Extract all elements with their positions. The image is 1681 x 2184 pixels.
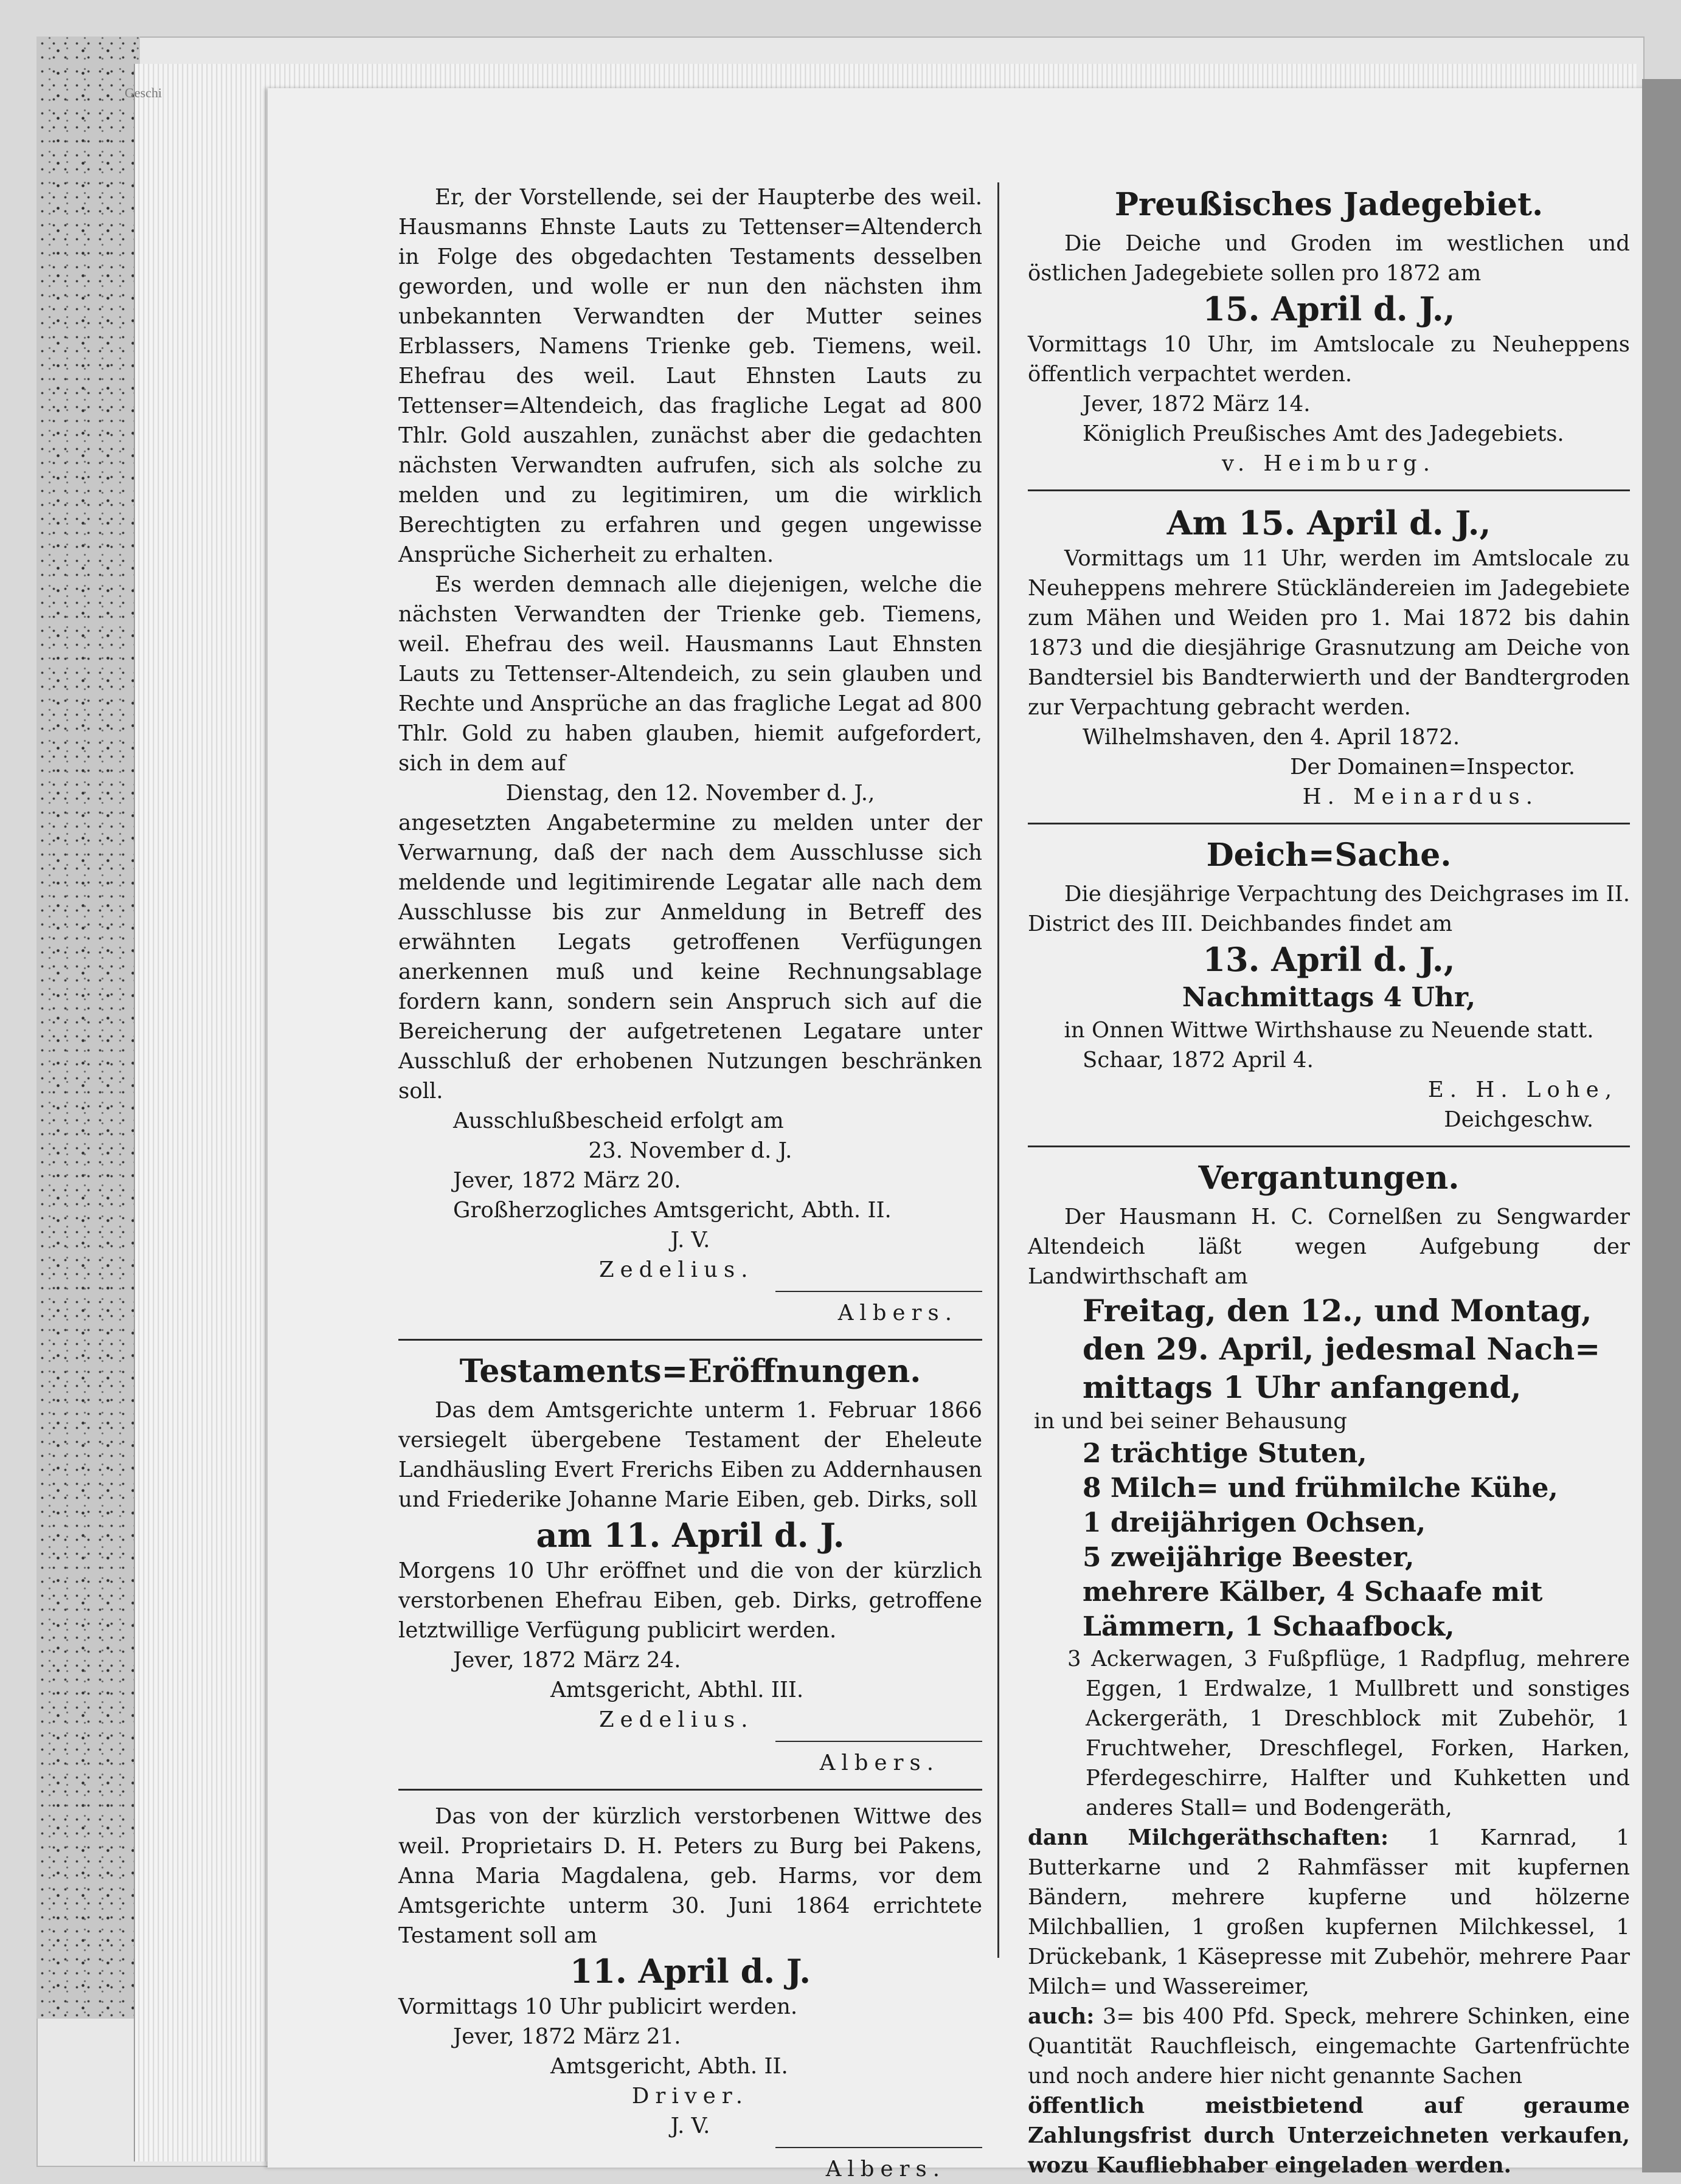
notice1-paragraph2: Es werden demnach alle diejenigen, welche die nächsten Verwandten der Trienke geb. Tiemens, weil. Ehefrau des weil. Hausmanns Laut Ehnsten Lauts zu Tettenser-Altendeich, zu sein glauben und Rechte und Ansprüche an das fragliche Legat ad 800 Thlr. Gold zu haben glauben, hiemit aufgefordert, sich in dem auf <box>398 572 982 776</box>
notice2-paragraph1: Das dem Amtsgerichte unterm 1. Februar 1866 versiegelt übergebene Testament der Eheleute Landhäusling Evert Frerichs Eiben zu Addernhausen und Friederike Johanne Marie Eiben, geb. Dirks, soll <box>398 1398 982 1512</box>
r-notice4-item: 5 zweijährige Beester, <box>1083 1542 1415 1573</box>
book-label: Geschi <box>125 85 162 100</box>
divider <box>1028 489 1630 491</box>
left-column <box>398 182 982 2184</box>
r-notice3-paragraph2: in Onnen Wittwe Wirthshause zu Neuende statt. <box>1064 1018 1594 1043</box>
r-notice4-item: 2 trächtige Stuten, <box>1083 1438 1367 1469</box>
notice3-place-date: Jever, 1872 März 21. <box>453 2024 681 2049</box>
r-notice4-also-block <box>1028 2002 1630 2091</box>
r-notice3-paragraph1: Die diesjährige Verpachtung des Deichgrases im II. District des III. Deichbandes findet am <box>1028 882 1630 936</box>
r-notice4-dairy-label: dann Milchgeräthschaften: <box>1028 1825 1389 1850</box>
r-notice2-paragraph1: Vormittags um 11 Uhr, werden im Amtslocale zu Neuheppens mehrere Stückländereien im Jadegebiete zum Mähen und Weiden pro 1. Mai 1872 bis dahin 1873 und die diesjährige Grasnutzung am Deiche von Bandtersiel bis Bandterwierth und der Bandtergroden zur Verpachtung gebracht werden. <box>1028 546 1630 720</box>
notice3-iv: J. V. <box>670 2113 710 2138</box>
r-notice1-signer: v. Heimburg. <box>1222 451 1436 476</box>
divider <box>1028 823 1630 824</box>
r-notice4-big-line3: mittags 1 Uhr anfangend, <box>1083 1369 1522 1405</box>
r-notice3-big-time: Nachmittags 4 Uhr, <box>1182 982 1476 1013</box>
right-column <box>1028 182 1630 2180</box>
marbled-page-edge <box>36 36 140 2019</box>
r-notice4-location: in und bei seiner Behausung <box>1034 1409 1347 1434</box>
r-notice4-heading: Vergantungen. <box>1198 1159 1460 1197</box>
r-notice3-heading: Deich=Sache. <box>1206 837 1452 874</box>
notice2-paragraph2: Morgens 10 Uhr eröffnet und die von der kürzlich verstorbenen Ehefrau Eiben, geb. Dirks, getroffene letztwillige Verfügung publicirt werden. <box>398 1558 982 1643</box>
notice3-clerk-rule <box>775 2147 982 2148</box>
r-notice2-signer: H. Meinardus. <box>1302 784 1539 809</box>
r-notice4-big-line2: den 29. April, jedesmal Nach= <box>1083 1331 1601 1367</box>
r-notice1-big-date: 15. April d. J., <box>1202 289 1455 328</box>
notice2-authority: Amtsgericht, Abthl. III. <box>550 1678 804 1702</box>
notice1-clerk: Albers. <box>837 1301 958 1325</box>
notice2-place-date: Jever, 1872 März 24. <box>453 1648 681 1673</box>
r-notice3-signer: E. H. Lohe, <box>1427 1077 1618 1102</box>
notice3-paragraph2: Vormittags 10 Uhr publicirt werden. <box>398 1994 798 2019</box>
r-notice4-paragraph1: Der Hausmann H. C. Cornelßen zu Sengwarder Altendeich läßt wegen Aufgebung der Landwirthschaft am <box>1028 1204 1630 1289</box>
r-notice4-item: mehrere Kälber, 4 Schaafe mit <box>1083 1577 1543 1608</box>
notice3-paragraph1: Das von der kürzlich verstorbenen Wittwe des weil. Proprietairs D. H. Peters zu Burg bei Pakens, Anna Maria Magdalena, geb. Harms, vor dem Amtsgerichte unterm 30. Juni 1864 errichtete Testament soll am <box>398 1804 982 1948</box>
r-notice1-heading: Preußisches Jadegebiet. <box>1114 186 1544 223</box>
r-notice4-item: Lämmern, 1 Schaafbock, <box>1083 1611 1455 1642</box>
notice2-heading: Testaments=Eröffnungen. <box>459 1353 921 1390</box>
r-notice4-closing: öffentlich meistbietend auf geraume Zahlungsfrist durch Unterzeichneten verkaufen, wozu Kaufliebhaber eingeladen werden. <box>1028 2093 1630 2178</box>
r-notice1-authority: Königlich Preußisches Amt des Jadegebiets. <box>1083 421 1564 446</box>
notice1-ausschluss: Ausschlußbescheid erfolgt am <box>453 1108 784 1133</box>
r-notice4-big-line1: Freitag, den 12., und Montag, <box>1083 1293 1592 1329</box>
notice2-signer: Zedelius. <box>599 1707 754 1732</box>
r-notice3-title: Deichgeschw. <box>1444 1107 1593 1132</box>
divider <box>398 1339 982 1341</box>
r-notice4-dairy: 1 Karnrad, 1 Butterkarne und 2 Rahmfässer mit kupfernen Bändern, mehrere kupferne und hölzerne Milchballien, 1 großen kupfernen Milchkessel, 1 Drückebank, 1 Käsepresse mit Zubehör, mehrere Paar Milch= und Wassereimer, <box>1028 1825 1631 1999</box>
r-notice4-dairy-block <box>1028 1823 1630 2002</box>
divider <box>1028 1146 1630 1147</box>
r-notice4-also-label: auch: <box>1028 2004 1095 2029</box>
notice1-paragraph1: Er, der Vorstellende, sei der Haupterbe des weil. Hausmanns Ehnste Lauts zu Tettenser=Altenderch in Folge des obgedachten Testaments desselben geworden, und wolle er nun den nächsten ihm unbekannten Verwandten der Mutter seines Erblassers, Namens Trienke geb. Tiemens, weil. Ehefrau des weil. Laut Ehnsten Lauts zu Tettenser=Altendeich, das fragliche Legat ad 800 Thlr. Gold auszahlen, zunächst aber die gedachten nächsten Verwandten aufrufen, sich als solche zu melden und zu legitimiren, um die wirklich Berechtigten zu erfahren und gegen ungewisse Ansprüche Sicherheit zu erhalten. <box>398 185 982 567</box>
notice1-ausschluss-date: 23. November d. J. <box>588 1138 792 1163</box>
r-notice4-item: 1 dreijährigen Ochsen, <box>1083 1507 1426 1538</box>
r-notice4-item: 8 Milch= und frühmilche Kühe, <box>1083 1473 1558 1504</box>
r-notice2-authority: Der Domainen=Inspector. <box>1290 755 1575 779</box>
page-right-shadow <box>1642 79 1681 2172</box>
notice1-date-line: Dienstag, den 12. November d. J., <box>505 781 875 806</box>
r-notice1-paragraph2: Vormittags 10 Uhr, im Amtslocale zu Neuheppens öffentlich verpachtet werden. <box>1028 332 1630 387</box>
notice1-authority: Großherzogliches Amtsgericht, Abth. II. <box>453 1198 892 1223</box>
notice1-paragraph3: angesetzten Angabetermine zu melden unter der Verwarnung, daß der nach dem Ausschlusse sich meldende und legitimirende Legatar alle nach dem Ausschlusse bis zur Anmeldung in Betreff des erwähnten Legats getroffenen Verfügungen anerkennen muß und keine Rechnungsablage fordern kann, sondern sein Anspruch sich auf die Bereicherung der aufgetretenen Legatare unter Ausschluß der erhobenen Nutzungen beschränken soll. <box>398 810 982 1104</box>
notice1-place-date: Jever, 1872 März 20. <box>453 1168 681 1193</box>
r-notice4-implements: 3 Ackerwagen, 3 Fußpflüge, 1 Radpflug, mehrere Eggen, 1 Erdwalze, 1 Mullbrett und sonstiges Ackergeräth, 1 Dreschblock mit Zubehör, 1 Fruchtweher, Dreschflegel, Forken, Harken, Pferdegeschirre, Halfter und Kuhketten und anderes Stall= und Bodengeräth, <box>1067 1647 1630 1820</box>
r-notice2-place-date: Wilhelmshaven, den 4. April 1872. <box>1083 725 1460 750</box>
notice1-iv: J. V. <box>670 1228 710 1253</box>
r-notice1-place-date: Jever, 1872 März 14. <box>1083 392 1311 416</box>
notice3-signer: Driver. <box>631 2084 749 2109</box>
r-notice3-place-date: Schaar, 1872 April 4. <box>1083 1048 1314 1073</box>
r-notice3-big-date: 13. April d. J., <box>1202 940 1455 979</box>
notice3-authority: Amtsgericht, Abth. II. <box>550 2054 788 2079</box>
divider <box>398 1789 982 1791</box>
r-notice4-also: 3= bis 400 Pfd. Speck, mehrere Schinken, eine Quantität Rauchfleisch, eingemachte Gartenfrüchte und noch andere hier nicht genannte Sachen <box>1028 2004 1630 2089</box>
notice3-big-date: 11. April d. J. <box>569 1952 811 1991</box>
r-notice1-paragraph1: Die Deiche und Groden im westlichen und östlichen Jadegebiete sollen pro 1872 am <box>1028 231 1630 286</box>
notice2-clerk-rule <box>775 1741 982 1742</box>
column-rule <box>997 182 999 1958</box>
notice1-signer: Zedelius. <box>599 1257 754 1282</box>
notice1-clerk-rule <box>775 1291 982 1292</box>
r-notice2-big-date: Am 15. April d. J., <box>1166 503 1491 542</box>
notice2-big-date: am 11. April d. J. <box>536 1516 845 1555</box>
notice3-clerk: Albers. <box>825 2157 946 2182</box>
notice2-clerk: Albers. <box>819 1750 940 1775</box>
